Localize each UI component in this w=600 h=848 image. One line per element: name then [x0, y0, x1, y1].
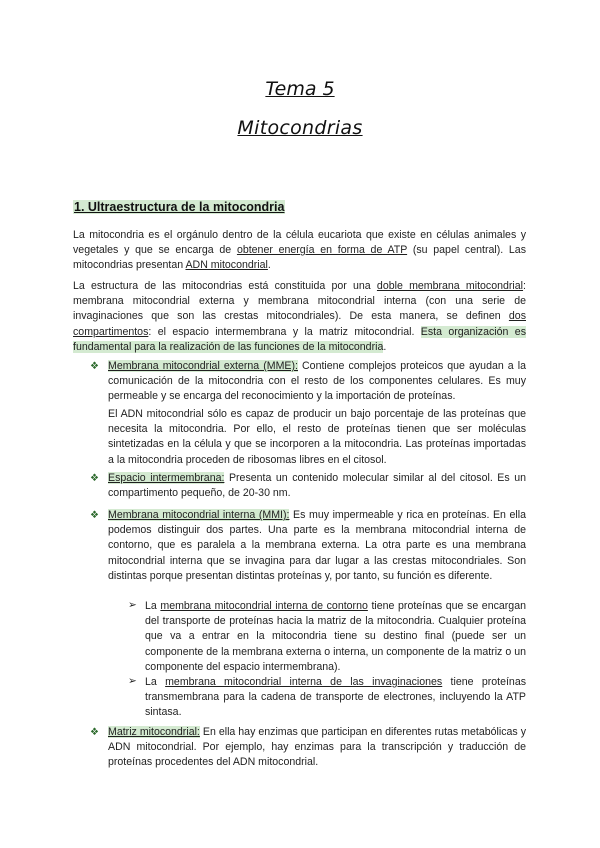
- document-title-line1: Tema 5: [265, 78, 335, 100]
- text-run: : membrana mitocondrial externa y membrana mitocondrial interna (con una serie de invaginaciones que son las crestas mitocondriales). De esta manera, se definen: [73, 280, 526, 323]
- text-run: Contiene complejos proteicos que ayudan a la comunicación de la mitocondria con el resto de los componentes celulares. Es muy permeable y se encarga del reconocimiento y la importación de proteínas.: [108, 360, 526, 403]
- bullet-mmi: [108, 508, 526, 584]
- bullet-label: Membrana mitocondrial externa (MME):: [108, 360, 298, 372]
- text-run: La estructura de las mitocondrias está constituida por una: [73, 280, 377, 292]
- bullet-icon: ❖: [90, 361, 99, 372]
- paragraph-intro: [73, 228, 526, 274]
- document-title-line2: Mitocondrias: [237, 117, 363, 139]
- highlighted-text: Esta organización es fundamental para la realización de las funciones de la mitocondria: [73, 325, 526, 353]
- bullet-icon: ❖: [90, 473, 99, 484]
- underlined-term: dos compartimentos: [73, 310, 526, 338]
- text-run: En ella hay enzimas que participan en diferentes rutas metabólicas y ADN mitocondrial. Por ejemplo, hay enzimas para la transcripción y traducción de proteínas procedentes del ADN mitocondrial.: [108, 726, 526, 769]
- bullet-label: Espacio intermembrana:: [108, 472, 225, 484]
- bullet-matriz: [108, 725, 526, 771]
- bullet-espacio-intermembrana: [108, 471, 526, 501]
- underlined-term: doble membrana mitocondrial: [376, 280, 524, 292]
- underlined-term: membrana mitocondrial interna de contorno: [160, 600, 368, 612]
- text-run: (su papel central). Las mitocondrias presentan: [73, 244, 526, 272]
- paragraph-structure: [73, 279, 526, 355]
- text-run: La mitocondria es el orgánulo dentro de la célula eucariota que existe en células animales y vegetales y que se encarga de: [73, 229, 526, 257]
- text-run: : el espacio intermembrana y la matriz mitocondrial.: [148, 325, 421, 338]
- bullet-icon: ❖: [90, 510, 99, 521]
- text-run: .: [383, 340, 387, 353]
- text-run: La: [145, 676, 166, 688]
- text-run: Es muy impermeable y rica en proteínas. En ella podemos distinguir dos partes. Una parte es la membrana mitocondrial interna de contorno, que es paralela a la membrana externa. La otra parte es una membrana mitocondrial interna que se invagina para dar lugar a las crestas mitocondriales. Son distintas porque presentan distintas proteínas y, por tanto, su función es diferente.: [108, 509, 526, 582]
- bullet-mme-continuation: El ADN mitocondrial sólo es capaz de producir un bajo porcentaje de las proteínas que necesita la mitocondria. Por ello, el resto de proteínas tienen que ser moléculas sintetizadas en la célula y que se incorporen a la mitocondria. Las proteínas importadas a la mitocondria proceden de ribosomas libres en el citosol.: [108, 408, 526, 466]
- bullet-label: Membrana mitocondrial interna (MMI):: [108, 509, 290, 521]
- underlined-term: membrana mitocondrial interna de las invaginaciones: [165, 676, 443, 688]
- text-run: La: [145, 600, 161, 612]
- arrow-bullet-icon: ➢: [128, 675, 137, 687]
- bullet-icon: ❖: [90, 727, 99, 738]
- bullet-label: Matriz mitocondrial:: [108, 726, 200, 738]
- section-heading: [73, 200, 285, 214]
- text-run: tiene proteínas que se encargan del transporte de proteínas hacia la matriz de la mitocondria. Cualquier proteína que va a entrar en la mitocondria tiene su destino final (puede ser un componente de la membrana externa o interna, un componente de la matriz o un componente del espacio intermembrana).: [145, 600, 526, 673]
- sub-item-contorno: [145, 599, 526, 675]
- text-run: Presenta un contenido molecular similar al del citosol. Es un compartimento pequeño, de 20-30 nm.: [108, 472, 526, 500]
- bullet-mme: [108, 359, 526, 405]
- section-heading-text: 1. Ultraestructura de la mitocondria: [74, 200, 285, 214]
- underlined-term: obtener energía en forma de ATP: [236, 244, 408, 257]
- text-run: tiene proteínas transmembrana para la cadena de transporte de electrones, incluyendo la ATP sintasa.: [145, 676, 527, 719]
- underlined-term: ADN mitocondrial: [185, 259, 268, 272]
- sub-item-invaginaciones: [145, 675, 526, 721]
- arrow-bullet-icon: ➢: [128, 599, 137, 611]
- text-run: .: [267, 259, 271, 272]
